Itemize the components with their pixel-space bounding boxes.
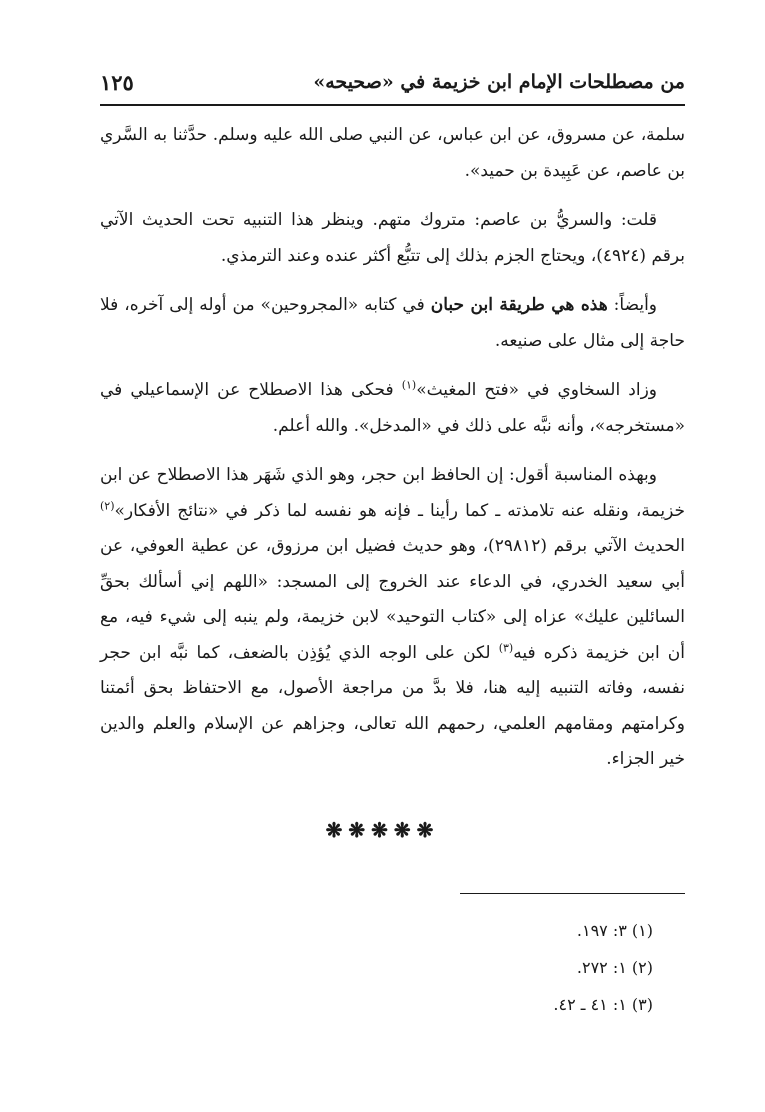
paragraph-2-text: قلت: والسريُّ بن عاصم: متروك متهم. وينظر هذا التنبيه تحت الحديث الآتي برقم (٤٩٢٤)، ويحتاج الجزم بذلك إلى تتبُّع أكثر عنده وعند الترمذي. xyxy=(100,210,685,266)
footnote-ref-2[interactable]: (٢) xyxy=(100,498,115,512)
paragraph-3-end: في كتابه «المجروحين» من أوله إلى آخره، فلا حاجة إلى مثال على صنيعه. xyxy=(100,295,685,351)
footnote-ref-1[interactable]: (١) xyxy=(401,378,417,392)
footnotes xyxy=(553,912,653,1023)
paragraph-3-start: وأيضاً: xyxy=(607,295,657,315)
paragraph-4-end: فحكى هذا الاصطلاح عن الإسماعيلي في «مستخرجه»، وأنه نبَّه على ذلك في «المدخل». والله أعلم. xyxy=(100,380,685,436)
paragraph-3 xyxy=(100,288,685,359)
paragraph-3-bold: هذه هي طريقة ابن حبان xyxy=(430,295,608,315)
paragraph-1 xyxy=(100,118,685,189)
paragraph-4-start: وزاد السخاوي في «فتح المغيث» xyxy=(416,380,657,400)
paragraph-4 xyxy=(100,373,685,444)
footnote-3: (٣) ١: ٤١ ـ ٤٢. xyxy=(553,995,653,1014)
paragraph-2 xyxy=(100,203,685,274)
running-title: من مصطلحات الإمام ابن خزيمة في «صحيحه» xyxy=(313,71,685,93)
page-header xyxy=(100,62,685,102)
page-number: ١٢٥ xyxy=(100,69,134,95)
paragraph-5-b: الحديث الآتي برقم (٢٩٨١٢)، وهو حديث فضيل ابن مرزوق، عن عطية العوفي، عن أبي سعيد الخدري، في الدعاء عند الخروج إلى المسجد: «اللهم إني أسألك بحقِّ السائلين عليك» عزاه إلى «كتاب التوحيد» لابن خزيمة، ولم ينبه إلى شيء فيه، مع أن ابن خزيمة ذكره فيه xyxy=(100,536,685,663)
paragraph-1-text: سلمة، عن مسروق، عن ابن عباس، عن النبي صلى الله عليه وسلم. حدَّثنا به السَّري بن عاصم، عن عَبِيدة بن حميد». xyxy=(100,125,685,181)
paragraph-5-c: لكن على الوجه الذي يُؤذِن بالضعف، كما نبَّه ابن حجر نفسه، وفاته التنبيه إليه هنا، فلا بدَّ من مراجعة الأصول، مع الاحتفاظ بحق أئمتنا وكرامتهم ومقامهم العلمي، رحمهم الله تعالى، وجزاهم عن الإسلام والعلم والدين خير الجزاء. xyxy=(100,642,685,769)
main-text xyxy=(100,118,685,792)
section-separator: ❋❋❋❋❋ xyxy=(325,818,440,842)
footnote-2: (٢) ١: ٢٧٢. xyxy=(576,958,653,977)
footnote-rule xyxy=(460,893,685,894)
paragraph-5-a: وبهذه المناسبة أقول: إن الحافظ ابن حجر، وهو الذي شَهَر هذا الاصطلاح عن ابن خزيمة، ونقله عنه تلامذته ـ كما رأينا ـ فإنه هو نفسه لما ذكر في «نتائج الأفكار» xyxy=(100,465,685,521)
header-rule xyxy=(100,104,685,106)
paragraph-5 xyxy=(100,458,685,778)
footnote-1: (١) ٣: ١٩٧. xyxy=(576,921,653,940)
footnote-ref-3[interactable]: (٣) xyxy=(498,640,514,654)
